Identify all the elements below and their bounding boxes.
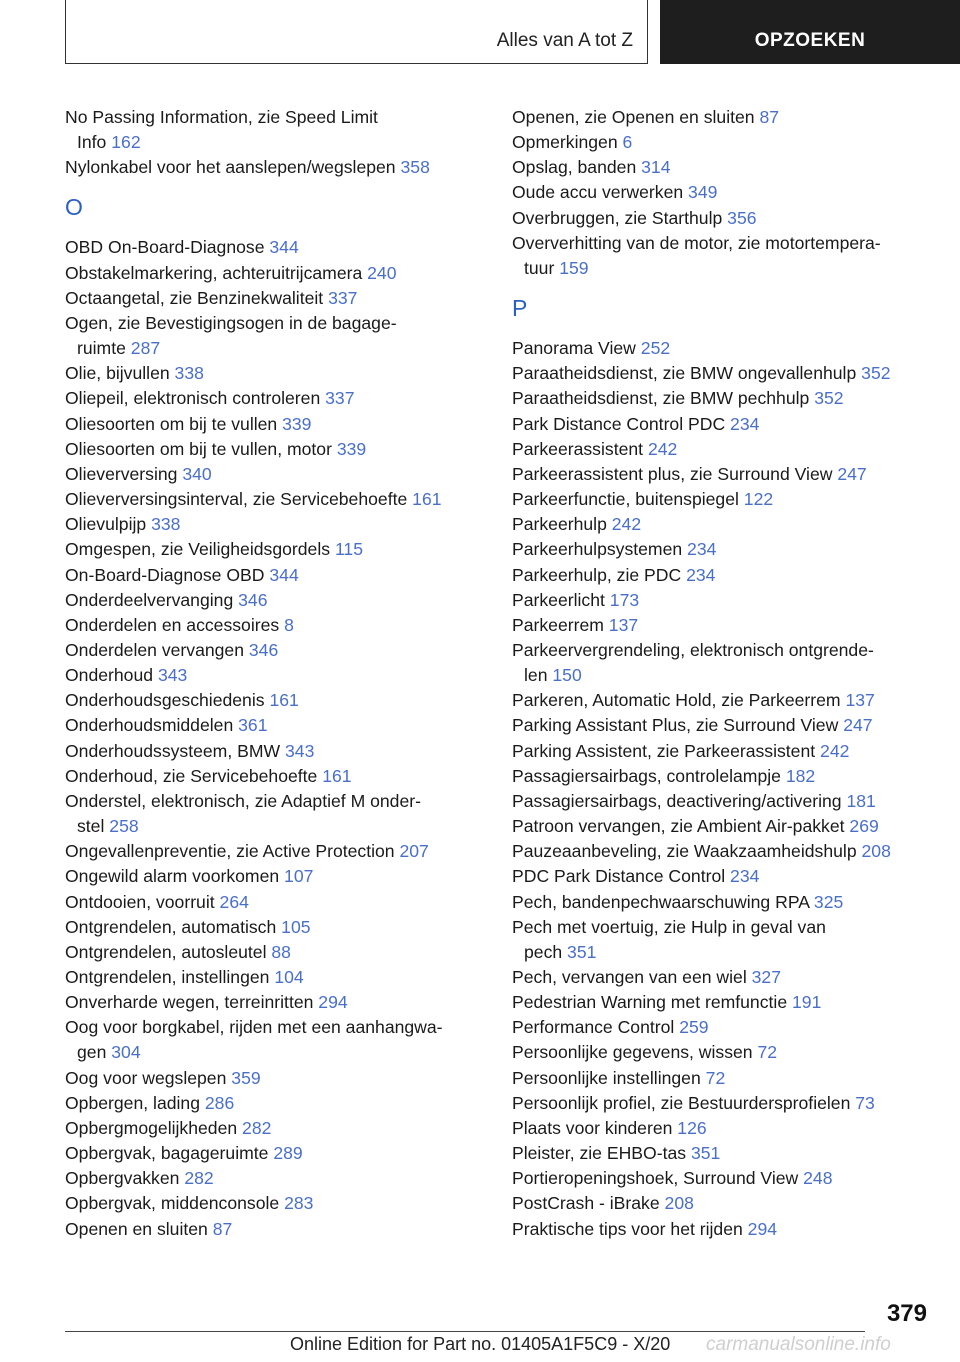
index-entry [65, 1091, 505, 1116]
entry-text: Passagiersairbags, controlelampje [512, 765, 781, 786]
page-link[interactable]: 337 [328, 287, 358, 308]
page-link[interactable]: 87 [759, 107, 780, 127]
entry-text: Olieverversingsinterval, zie Servicebehoefte [65, 489, 408, 510]
page-link[interactable]: 352 [814, 388, 844, 409]
index-entry [65, 537, 505, 562]
page-link[interactable]: 340 [182, 463, 212, 484]
index-entry [512, 864, 952, 889]
index-entry [65, 311, 505, 361]
entry-text: Persoonlijke gegevens, wissen [512, 1042, 753, 1063]
page-link[interactable]: 314 [641, 157, 671, 178]
page-link[interactable]: 242 [647, 438, 678, 459]
page-link[interactable]: 208 [664, 1193, 694, 1214]
entry-text: On-Board-Diagnose OBD [65, 564, 265, 585]
index-entry [512, 990, 952, 1015]
index-column-left [65, 105, 505, 1242]
entry-text: Pleister, zie EHBO-tas [512, 1143, 687, 1164]
index-entry [512, 1066, 952, 1091]
page-link[interactable]: 327 [751, 967, 781, 987]
page-link[interactable]: 259 [679, 1017, 709, 1038]
index-entry [65, 940, 505, 965]
entry-text: Persoonlijke instellingen [512, 1067, 701, 1088]
entry-text: Obstakelmarkering, achteruitrijcamera [65, 262, 363, 283]
entry-text: Ogen, zie Bevestigingsogen in de bagage- ruimte [65, 312, 397, 359]
letter-heading: P [512, 295, 528, 322]
index-entry [65, 462, 505, 487]
entry-text: Parkeervergrendeling, elektronisch ontgrende- len [512, 639, 874, 686]
entry-text: Plaats voor kinderen [512, 1117, 673, 1138]
entry-text: Patroon vervangen, zie Ambient Air-pakket [512, 816, 845, 837]
page-link[interactable]: 8 [284, 614, 294, 635]
page-link[interactable]: 304 [111, 1042, 141, 1063]
index-entry [512, 206, 952, 231]
page-link[interactable]: 343 [157, 665, 188, 686]
page-link[interactable]: 182 [785, 765, 816, 786]
page-link[interactable]: 88 [271, 941, 291, 962]
page-link[interactable]: 161 [269, 690, 299, 711]
index-entry [512, 613, 952, 638]
index-entry [512, 563, 952, 588]
page-link[interactable]: 252 [640, 338, 671, 359]
page-link[interactable]: 173 [609, 589, 640, 610]
page-link[interactable]: 351 [567, 941, 597, 962]
entry-text: Onverharde wegen, terreinritten [65, 992, 314, 1013]
index-entry [512, 487, 952, 512]
page-link[interactable]: 339 [336, 438, 367, 459]
entry-text: Portieropeningshoek, Surround View [512, 1168, 799, 1189]
index-entry [512, 1191, 952, 1216]
entry-text: Onderdeelvervanging [65, 589, 234, 610]
page-link[interactable]: 242 [820, 740, 850, 761]
index-entry [512, 965, 952, 990]
page-link[interactable]: 159 [559, 257, 589, 278]
page-link[interactable]: 344 [269, 237, 299, 258]
page-link[interactable]: 359 [231, 1067, 261, 1088]
index-entry [65, 1191, 505, 1216]
page-link[interactable]: 234 [730, 866, 760, 887]
entry-text: Olie, bijvullen [65, 363, 170, 384]
index-entry [512, 638, 952, 688]
entry-text: Opbergvakken [65, 1168, 180, 1189]
page-link[interactable]: 346 [238, 589, 268, 610]
index-entry [512, 1217, 952, 1242]
page-link[interactable]: 126 [677, 1117, 707, 1138]
page-link[interactable]: 207 [399, 841, 429, 862]
index-entry [65, 1141, 505, 1166]
entry-text: Olieverversing [65, 463, 178, 484]
entry-text: Pech met voertuig, zie Hulp in geval van pech [512, 916, 826, 962]
page-link[interactable]: 358 [400, 157, 430, 178]
entry-text: Parkeerlicht [512, 589, 605, 610]
entry-text: OBD On-Board-Diagnose [65, 237, 265, 258]
entry-text: Opbergvak, bagageruimte [65, 1143, 269, 1164]
index-entry [65, 864, 505, 889]
index-entry [512, 105, 952, 130]
entry-text: Ontgrendelen, automatisch [65, 916, 277, 937]
index-entry [65, 1015, 505, 1065]
page-link[interactable]: 105 [281, 916, 311, 937]
section-header-box [65, 0, 648, 64]
index-entry [65, 1166, 505, 1191]
entry-text: Parkeerfunctie, buitenspiegel [512, 489, 739, 510]
entry-text: Passagiersairbags, deactivering/activering [512, 790, 842, 811]
index-entry [512, 688, 952, 713]
entry-text: Onderhoud, zie Servicebehoefte [65, 765, 318, 786]
entry-text: Parking Assistent, zie Parkeerassistent [512, 740, 816, 761]
entry-text: Onderhoudsmiddelen [65, 715, 234, 736]
entry-text: PostCrash - iBrake [512, 1193, 660, 1214]
index-entry [512, 180, 952, 205]
index-entry [65, 105, 505, 155]
page-link[interactable]: 264 [219, 891, 249, 912]
entry-text: Openen, zie Openen en sluiten [512, 107, 755, 127]
page-link[interactable]: 361 [238, 715, 268, 736]
entry-text: Oog voor wegslepen [65, 1067, 227, 1088]
entry-text: Parkeerhulp [512, 514, 607, 535]
entry-text: Ontdooien, voorruit [65, 891, 215, 912]
index-entry [512, 336, 952, 361]
index-entry [512, 764, 952, 789]
page-link[interactable]: 181 [846, 790, 876, 811]
entry-text: Ontgrendelen, autosleutel [65, 941, 267, 962]
entry-text: PDC Park Distance Control [512, 866, 726, 887]
page-link[interactable]: 325 [813, 891, 844, 912]
page-link[interactable]: 248 [803, 1168, 833, 1189]
entry-text: Opbergmogelijkheden [65, 1117, 238, 1138]
index-column-right [512, 105, 952, 1242]
index-entry [512, 814, 952, 839]
entry-text: Pedestrian Warning met remfunctie [512, 992, 788, 1013]
watermark: carmanualsonline.info [706, 1334, 891, 1355]
page-link[interactable]: 294 [318, 992, 348, 1013]
page-link[interactable]: 234 [686, 564, 716, 585]
index-entry [65, 764, 505, 789]
entry-text: Oliepeil, elektronisch controleren [65, 388, 321, 409]
index-entry [65, 990, 505, 1015]
page-link[interactable]: 72 [705, 1067, 726, 1088]
index-entry [65, 1217, 505, 1242]
entry-text: Pech, vervangen van een wiel [512, 967, 747, 987]
index-entry [65, 638, 505, 663]
entry-text: Pauzeaanbeveling, zie Waakzaamheidshulp [512, 841, 857, 862]
page-link[interactable]: 6 [622, 132, 633, 153]
index-entry [512, 130, 952, 155]
page-link[interactable]: 344 [269, 564, 299, 585]
index-entry [65, 261, 505, 286]
index-entry [512, 739, 952, 764]
page-link[interactable]: 351 [690, 1143, 721, 1164]
page-link[interactable]: 73 [855, 1092, 875, 1113]
index-entry [65, 286, 505, 311]
entry-text: Onderdelen en accessoires [65, 614, 280, 635]
entry-text: Praktische tips voor het rijden [512, 1218, 743, 1239]
page-link[interactable]: 339 [282, 413, 312, 434]
page-link[interactable]: 282 [242, 1117, 272, 1138]
page-link[interactable]: 282 [184, 1168, 214, 1189]
entry-text: Parkeerhulpsystemen [512, 539, 683, 560]
index-entry [65, 512, 505, 537]
entry-text: Parkeerassistent plus, zie Surround View [512, 463, 833, 484]
entry-text: Nylonkabel voor het aanslepen/wegslepen [65, 157, 396, 178]
index-entry [512, 789, 952, 814]
entry-text: No Passing Information, zie Speed Limit Info [65, 107, 378, 153]
page-link[interactable]: 287 [130, 338, 161, 359]
entry-text: Opbergvak, middenconsole [65, 1193, 280, 1214]
page-link[interactable]: 343 [285, 740, 315, 761]
index-entry [65, 1116, 505, 1141]
opzoeken-tab[interactable] [660, 0, 960, 64]
entry-text: Opmerkingen [512, 132, 618, 153]
page-link[interactable]: 87 [212, 1218, 233, 1239]
index-entry [512, 1166, 952, 1191]
index-entry [65, 1066, 505, 1091]
page-link[interactable]: 286 [204, 1092, 235, 1113]
entry-text: Openen en sluiten [65, 1218, 208, 1239]
entry-text: Octaangetal, zie Benzinekwaliteit [65, 287, 324, 308]
entry-text: Ongevallenpreventie, zie Active Protection [65, 841, 395, 862]
page-link[interactable]: 162 [111, 132, 141, 153]
entry-text: Opbergen, lading [65, 1092, 200, 1113]
page-link[interactable]: 161 [412, 489, 442, 510]
index-entry [512, 437, 952, 462]
page-link[interactable]: 240 [367, 262, 397, 283]
entry-text: Onderstel, elektronisch, zie Adaptief M onder- stel [65, 790, 421, 837]
page-link[interactable]: 137 [608, 614, 639, 635]
index-entry [512, 386, 952, 411]
index-entry [512, 231, 952, 281]
index-entry [512, 1141, 952, 1166]
index-entry [512, 1116, 952, 1141]
page-link[interactable]: 208 [861, 841, 891, 862]
entry-text: Oliesoorten om bij te vullen, motor [65, 438, 332, 459]
letter-heading: O [65, 194, 83, 221]
entry-text: Onderdelen vervangen [65, 639, 244, 660]
index-entry [65, 663, 505, 688]
entry-text: Parkeerhulp, zie PDC [512, 564, 682, 585]
index-entry [65, 563, 505, 588]
page-link[interactable]: 349 [688, 182, 718, 203]
index-entry [512, 890, 952, 915]
index-entry [512, 839, 952, 864]
entry-text: Oude accu verwerken [512, 182, 684, 203]
index-entry [512, 512, 952, 537]
index-entry [512, 537, 952, 562]
page-link[interactable]: 337 [325, 388, 355, 409]
index-entry [65, 235, 505, 260]
page-link[interactable]: 104 [274, 967, 304, 987]
entry-text: Parkeerrem [512, 614, 604, 635]
page-link[interactable]: 122 [743, 489, 774, 510]
entry-text: Onderhoud [65, 665, 154, 686]
index-entry [512, 462, 952, 487]
entry-text: Parkeren, Automatic Hold, zie Parkeerrem [512, 690, 841, 711]
page-link[interactable]: 247 [837, 463, 867, 484]
index-entry [65, 437, 505, 462]
edition-info: Online Edition for Part no. 01405A1F5C9 - X/20 [290, 1334, 671, 1354]
page-number: 379 [886, 1300, 927, 1327]
page-link[interactable]: 269 [849, 816, 879, 837]
page-link[interactable]: 137 [845, 690, 875, 711]
entry-text: Onderhoudsgeschiedenis [65, 690, 265, 711]
index-entry [512, 915, 952, 965]
entry-text: Ongewild alarm voorkomen [65, 866, 280, 887]
page-link[interactable]: 115 [334, 539, 363, 560]
tab-label: OPZOEKEN [754, 30, 866, 51]
page-link[interactable]: 234 [730, 413, 760, 434]
footer-divider [65, 1331, 865, 1332]
entry-text: Panorama View [512, 338, 636, 359]
index-entry [65, 155, 505, 180]
page-link[interactable]: 352 [861, 363, 891, 384]
index-entry [512, 412, 952, 437]
page-link[interactable]: 294 [747, 1218, 778, 1239]
index-entry [512, 1040, 952, 1065]
page-link[interactable]: 234 [687, 539, 717, 560]
entry-text: Paraatheidsdienst, zie BMW pechhulp [512, 388, 810, 409]
entry-text: Performance Control [512, 1017, 675, 1038]
entry-text: Onderhoudssysteem, BMW [65, 740, 281, 761]
page-link[interactable]: 107 [284, 866, 314, 887]
index-entry [65, 789, 505, 839]
entry-text: Oliesoorten om bij te vullen [65, 413, 278, 434]
entry-text: Olievulpijp [65, 514, 147, 535]
page-link[interactable]: 72 [757, 1042, 778, 1063]
entry-text: Pech, bandenpechwaarschuwing RPA [512, 891, 810, 912]
index-entry [65, 915, 505, 940]
entry-text: Oververhitting van de motor, zie motortempera- tuur [512, 232, 881, 278]
page-link[interactable]: 356 [727, 207, 757, 228]
index-entry [512, 1015, 952, 1040]
index-entry [65, 487, 505, 512]
index-entry [512, 1091, 952, 1116]
index-entry [65, 588, 505, 613]
index-entry [65, 890, 505, 915]
index-entry [65, 386, 505, 411]
index-entry [512, 713, 952, 738]
page-link[interactable]: 258 [109, 816, 139, 837]
page-link[interactable]: 247 [843, 715, 873, 736]
entry-text: Persoonlijk profiel, zie Bestuurdersprofielen [512, 1092, 851, 1113]
page-link[interactable]: 338 [174, 363, 204, 384]
page-link[interactable]: 161 [322, 765, 352, 786]
entry-text: Parkeerassistent [512, 438, 644, 459]
page-link[interactable]: 242 [611, 514, 642, 535]
page-link[interactable]: 150 [552, 665, 582, 686]
entry-text: Oog voor borgkabel, rijden met een aanhangwa- gen [65, 1017, 443, 1063]
page-link[interactable]: 346 [248, 639, 279, 660]
index-entry [512, 155, 952, 180]
entry-text: Ontgrendelen, instellingen [65, 967, 270, 987]
index-entry [65, 361, 505, 386]
index-entry [65, 839, 505, 864]
index-entry [65, 965, 505, 990]
entry-text: Overbruggen, zie Starthulp [512, 207, 723, 228]
index-entry [65, 412, 505, 437]
entry-text: Parking Assistant Plus, zie Surround View [512, 715, 839, 736]
index-entry [512, 361, 952, 386]
page-link[interactable]: 289 [273, 1143, 303, 1164]
page-link[interactable]: 191 [792, 992, 822, 1013]
entry-text: Opslag, banden [512, 157, 637, 178]
entry-text: Paraatheidsdienst, zie BMW ongevallenhulp [512, 363, 857, 384]
entry-text: Park Distance Control PDC [512, 413, 726, 434]
index-entry [512, 588, 952, 613]
index-entry [65, 613, 505, 638]
index-entry [65, 713, 505, 738]
index-entry [65, 739, 505, 764]
page-link[interactable]: 338 [151, 514, 181, 535]
entry-text: Omgespen, zie Veiligheidsgordels [65, 539, 331, 560]
section-title: Alles van A tot Z [496, 30, 633, 51]
page-link[interactable]: 283 [284, 1193, 314, 1214]
index-entry [65, 688, 505, 713]
